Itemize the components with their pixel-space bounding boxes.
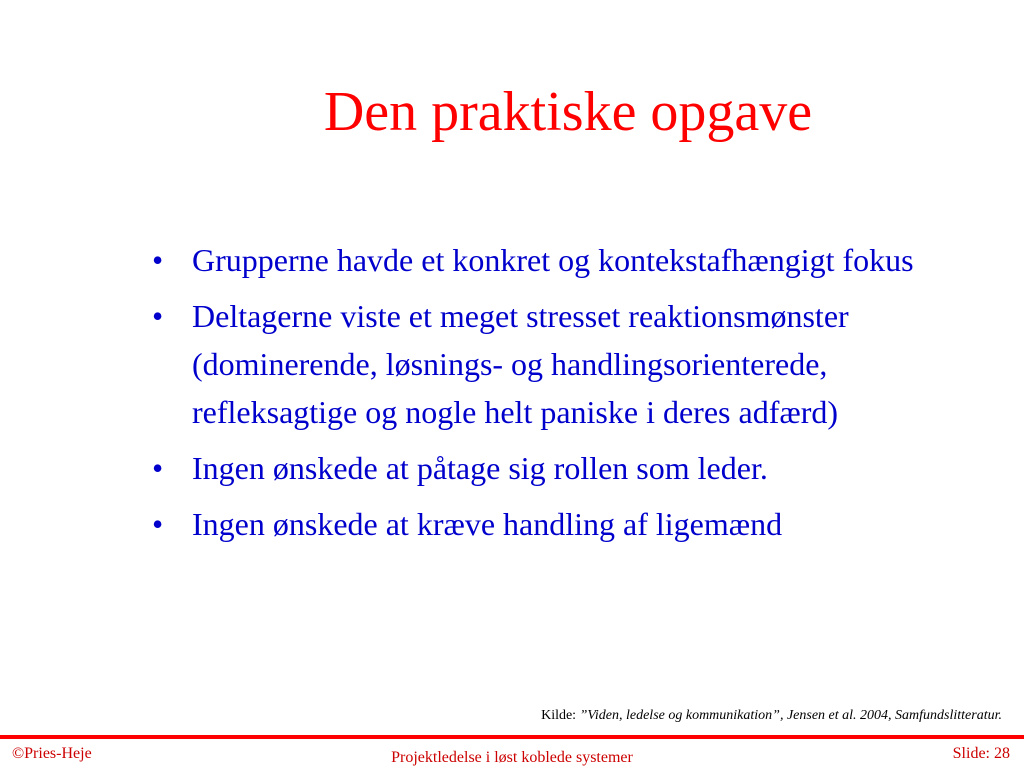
bullet-marker: • bbox=[152, 450, 164, 486]
source-note bbox=[541, 706, 1002, 726]
footer-slide-number: Slide: 28 bbox=[952, 745, 1010, 762]
bullet-item bbox=[150, 500, 950, 548]
bullet-list bbox=[150, 236, 950, 556]
bullet-item bbox=[150, 236, 950, 284]
source-label: Kilde: bbox=[541, 708, 577, 723]
source-citation: ”Viden, ledelse og kommunikation”, Jensen et al. 2004, Samfundslitteratur. bbox=[579, 708, 1002, 723]
bullet-text: Deltagerne viste et meget stresset reaktionsmønster (dominerende, løsnings- og handlingsorienterede, refleksagtige og nogle helt paniske i deres adfærd) bbox=[192, 298, 849, 430]
bullet-marker: • bbox=[152, 506, 164, 542]
slide-title: Den praktiske opgave bbox=[323, 81, 813, 143]
bullet-text: Grupperne havde et konkret og kontekstafhængigt fokus bbox=[192, 242, 914, 278]
bullet-marker: • bbox=[152, 242, 164, 278]
footer-author: ©Pries-Heje bbox=[12, 745, 92, 762]
bullet-item bbox=[150, 444, 950, 492]
footer-divider bbox=[0, 735, 1024, 739]
bullet-item bbox=[150, 292, 950, 436]
bullet-text: Ingen ønskede at påtage sig rollen som leder. bbox=[192, 450, 768, 486]
footer-course-title: Projektledelse i løst koblede systemer bbox=[391, 749, 633, 766]
bullet-text: Ingen ønskede at kræve handling af ligemænd bbox=[192, 506, 783, 542]
bullet-marker: • bbox=[152, 298, 164, 334]
